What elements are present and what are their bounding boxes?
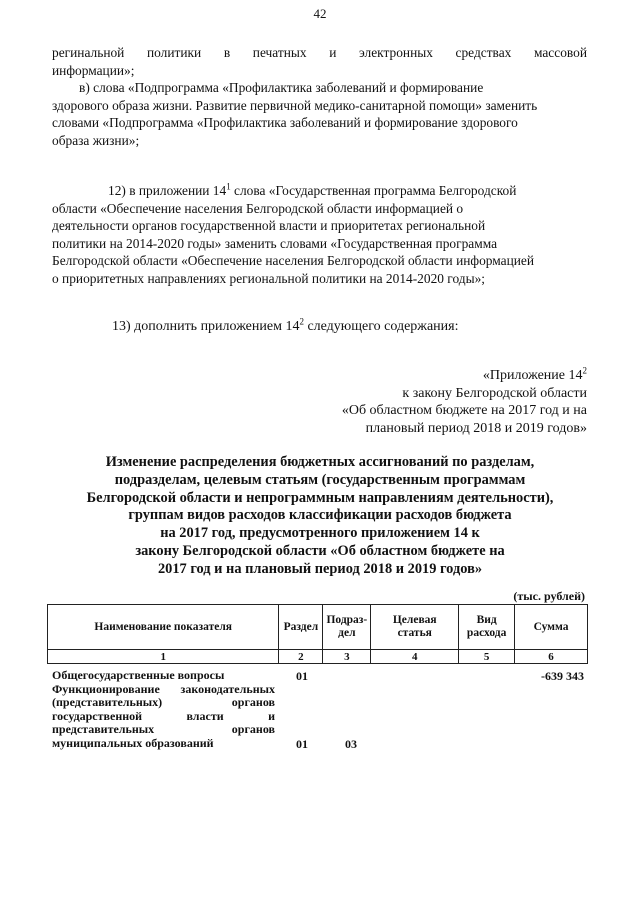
paragraph-2-line-4: политики на 2014-2020 годы» заменить словами «Государственная программа	[52, 235, 498, 251]
table-heading-line-3: Белгородской области и непрограммным направлениям деятельности),	[86, 489, 554, 506]
appendix-reference-line-4: плановый период 2018 и 2019 годов»	[365, 420, 587, 436]
appendix-reference	[342, 367, 587, 437]
paragraph-1	[52, 44, 587, 149]
table-heading-line-7: 2017 год и на плановый период 2018 и 2019 годов»	[157, 560, 483, 577]
paragraph-2	[52, 182, 587, 287]
header-name: Наименование показателя	[48, 605, 279, 650]
header-vid: Вид расхода	[459, 605, 515, 650]
paragraph-1-line-1: регинальной политики в печатных и электронных средствах массовой	[52, 45, 587, 60]
paragraph-2-line-2: области «Обеспечение населения Белгородской области информацией о	[52, 200, 464, 216]
paragraph-2-line-3: деятельности органов государственной власти и приоритетах региональной	[52, 218, 486, 233]
paragraph-2-line-5: Белгородской области «Обеспечение населения Белгородской области информацией	[52, 253, 535, 268]
table-heading-line-1: Изменение распределения бюджетных ассигнований по разделам,	[105, 454, 535, 470]
table-heading	[0, 454, 640, 579]
budget-table-header	[47, 604, 588, 664]
column-number-5: 5	[459, 650, 515, 664]
units-label: (тыс. рублей)	[513, 589, 585, 603]
table-heading-line-5: на 2017 год, предусмотренного приложением 14 к	[160, 525, 480, 542]
table-row-2-razdel: 01	[296, 737, 308, 751]
column-number-1: 1	[48, 650, 279, 664]
header-summa: Сумма	[515, 605, 588, 650]
appendix-reference-line-1: «Приложение $14^2$	[482, 365, 587, 383]
header-podrazdel: Подраз- дел	[323, 605, 371, 650]
column-number-2: 2	[279, 650, 323, 664]
table-heading-line-6: закону Белгородской области «Об областном бюджете на	[135, 542, 505, 559]
column-number-6: 6	[515, 650, 588, 664]
paragraph-2-line-6: о приоритетных направлениях региональной политики на 2014-2020 годы»;	[52, 270, 485, 286]
table-heading-line-2: подразделам, целевым статьям (государственным программам	[114, 471, 526, 488]
column-number-3: 3	[323, 650, 371, 664]
table-heading-line-4: группам видов расходов классификации расходов бюджета	[128, 507, 512, 524]
table-row-1-name: Общегосударственные вопросы	[52, 668, 225, 682]
appendix-reference-line-3: «Об областном бюджете на 2017 год и на	[341, 403, 587, 418]
paragraph-1-line-4: здорового образа жизни. Развитие первичной медико-санитарной помощи» заменить	[52, 97, 538, 113]
paragraph-1-line-2: информации»;	[52, 62, 135, 78]
appendix-reference-line-2: к закону Белгородской области	[402, 385, 587, 401]
header-razdel: Раздел	[279, 605, 323, 650]
paragraph-3	[52, 318, 587, 336]
table-row-1-summa: -639 343	[541, 669, 584, 683]
paragraph-1-line-3: в) слова «Подпрограмма «Профилактика заболеваний и формирование	[79, 80, 484, 95]
table-row-2-podrazdel: 03	[345, 737, 357, 751]
table-row-1-razdel: 01	[296, 669, 308, 683]
column-number-4: 4	[371, 650, 459, 664]
paragraph-3-line: 13) дополнить приложением $14^2$ следующего содержания:	[112, 316, 459, 334]
paragraph-1-line-5: словами «Подпрограмма «Профилактика заболеваний и формирование здорового	[52, 115, 518, 130]
table-row-2-name: Функционирование законодательных (представительных) органов государственной власти и представительных органов муниципальных образований	[52, 682, 275, 750]
header-statya: Целевая статья	[371, 605, 459, 650]
paragraph-1-line-6: образа жизни»;	[52, 132, 140, 148]
paragraph-2-line-1: 12) в приложении $14^1$ слова «Государственная программа Белгородской	[108, 181, 517, 198]
page-number: 42	[313, 6, 327, 21]
